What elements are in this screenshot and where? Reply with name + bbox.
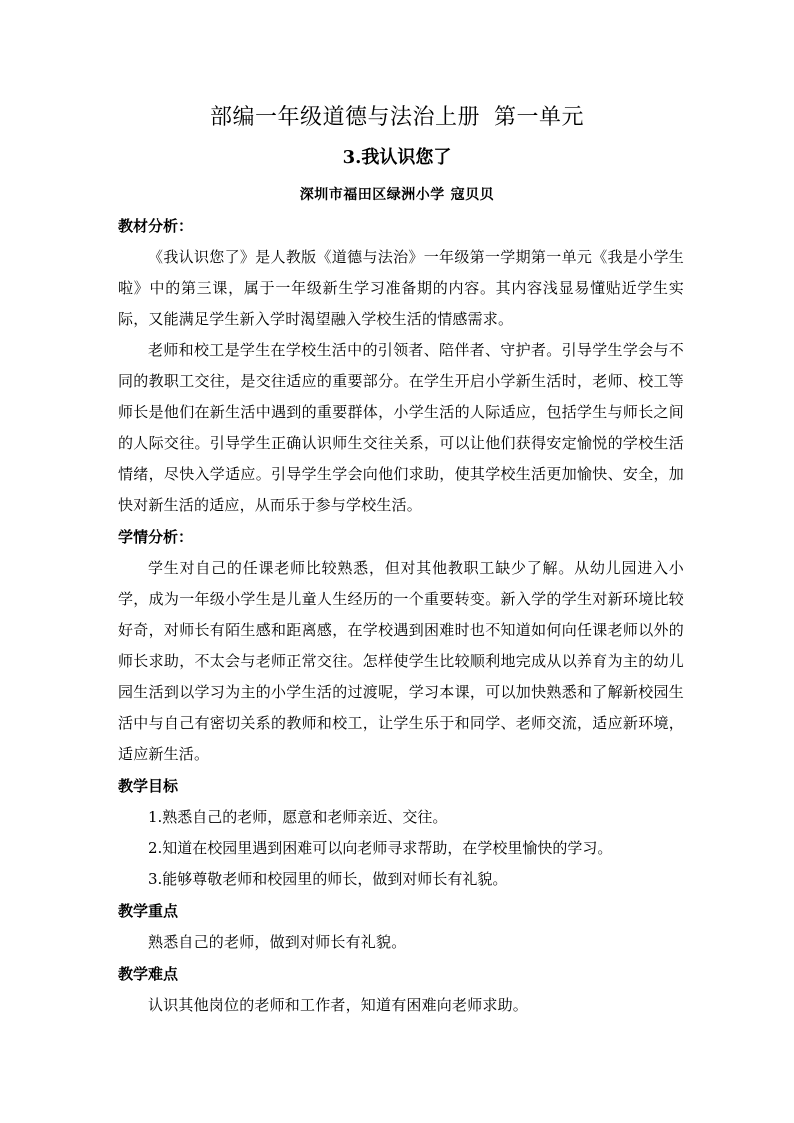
paragraph: 老师和校工是学生在学校生活中的引领者、陪伴者、守护者。引导学生学会与不同的教职工交往，是交往适应的重要部分。在学生开启小学新生活时，老师、校工等师长是他们在新生活中遇到的重要群体，小学生活的人际适应，包括学生与师长之间的人际交往。引导学生正确认识师生交往关系，可以让他们获得安定愉悦的学校生活情绪，尽快入学适应。引导学生学会向他们求助，使其学校生活更加愉快、安全，加快对新生活的适应，从而乐于参与学校生活。 [118, 341, 684, 514]
author-school: 深圳市福田区绿洲小学 [299, 187, 445, 203]
section-heading-objectives: 教学目标 [118, 777, 179, 795]
lesson-title: 3.我认识您了 [342, 147, 452, 168]
section-heading-textbook-analysis: 教材分析： [118, 217, 194, 235]
document-body [118, 210, 684, 1021]
paragraph: 熟悉自己的老师，做到对师长有礼貌。 [148, 933, 407, 951]
title-unit: 第一单元 [494, 105, 585, 130]
objective-item: 2.知道在校园里遇到困难可以向老师寻求帮助，在学校里愉快的学习。 [148, 839, 613, 857]
section-heading-learner-analysis: 学情分析： [118, 528, 194, 546]
objective-item: 3.能够尊敬老师和校园里的师长，做到对师长有礼貌。 [148, 870, 508, 888]
paragraph: 认识其他岗位的老师和工作者，知道有困难向老师求助。 [148, 996, 529, 1014]
paragraph: 学生对自己的任课老师比较熟悉，但对其他教职工缺少了解。从幼儿园进入小学，成为一年级小学生是儿童人生经历的一个重要转变。新入学的学生对新环境比较好奇，对师长有陌生感和距离感，在学校遇到困难时也不知道如何向任课老师以外的师长求助，不太会与老师正常交往。怎样使学生比较顺利地完成从以养育为主的幼儿园生活到以学习为主的小学生活的过渡呢，学习本课，可以加快熟悉和了解新校园生活中与自己有密切关系的教师和校工，让学生乐于和同学、老师交流，适应新环境，适应新生活。 [118, 559, 684, 763]
section-heading-key-points: 教学重点 [118, 902, 179, 920]
author-name: 寇贝贝 [450, 187, 495, 203]
paragraph: 《我认识您了》是人教版《道德与法治》一年级第一学期第一单元《我是小学生啦》中的第三课，属于一年级新生学习准备期的内容。其内容浅显易懂贴近学生实际，又能满足学生新入学时渴望融入学校生活的情感需求。 [118, 248, 684, 328]
objective-item: 1.熟悉自己的老师，愿意和老师亲近、交往。 [148, 808, 448, 826]
author-line [0, 183, 794, 207]
section-heading-difficulties: 教学难点 [118, 965, 179, 983]
document-title [0, 102, 794, 134]
title-main: 部编一年级道德与法治上册 [209, 105, 480, 130]
